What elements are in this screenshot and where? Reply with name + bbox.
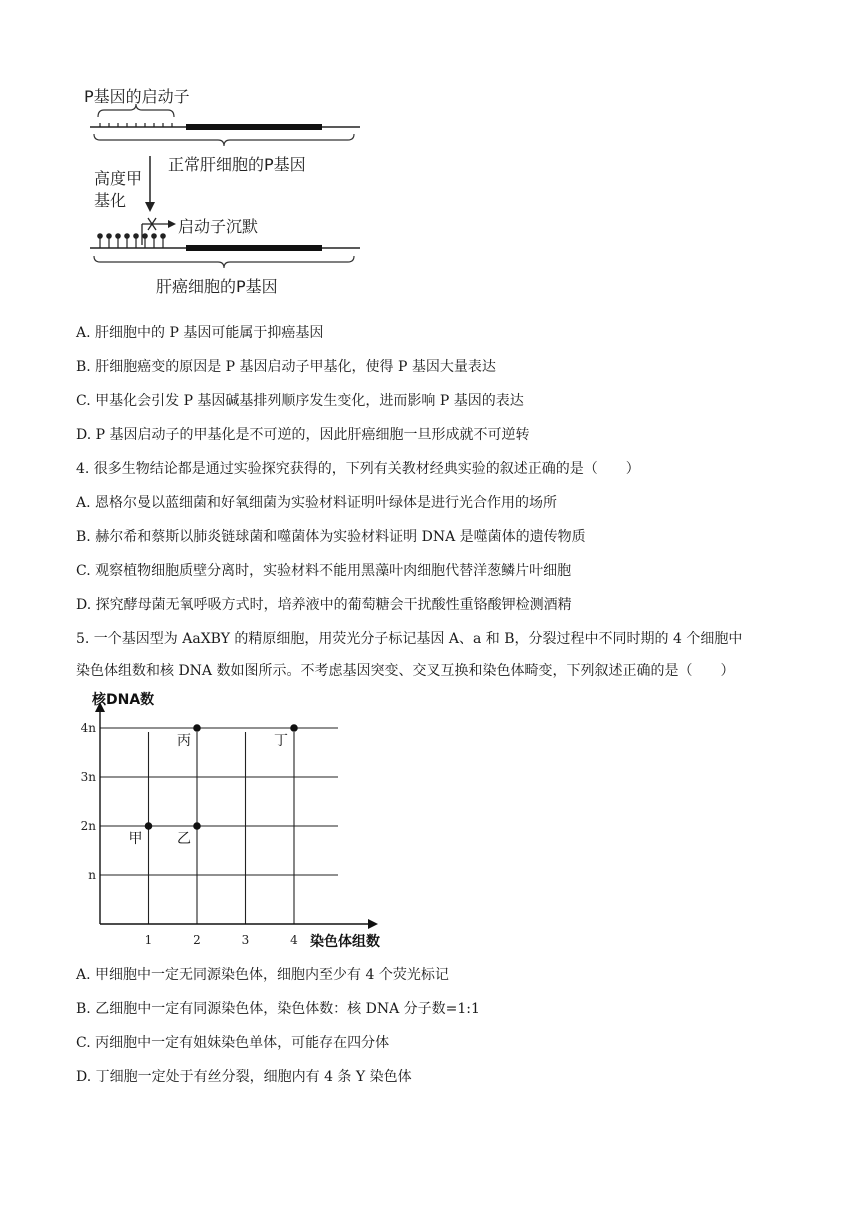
x-tick-label: 3 (241, 933, 250, 947)
data-point (290, 724, 298, 732)
cancer-gene-body (186, 245, 322, 251)
q4-option-c: C. 观察植物细胞质壁分离时，实验材料不能用黑藻叶肉细胞代替洋葱鳞片叶细胞 (76, 563, 572, 579)
y-tick-label: 4n (80, 721, 96, 735)
data-point-label: 丁 (274, 733, 288, 749)
q4-stem: 4. 很多生物结论都是通过实验探究获得的，下列有关教材经典实验的叙述正确的是（ ） (76, 461, 640, 477)
data-point-label: 甲 (128, 831, 143, 847)
q4-option-d: D. 探究酵母菌无氧呼吸方式时，培养液中的葡萄糖会干扰酸性重铬酸钾检测酒精 (76, 597, 572, 613)
arrow-label-line2: 基化 (94, 191, 127, 210)
methylation-arrowhead (145, 202, 155, 212)
silence-label: 启动子沉默 (178, 217, 259, 236)
q5-stem-line2: 染色体组数和核 DNA 数如图所示。不考虑基因突变、交叉互换和染色体畸变，下列叙述正确的是（ ） (76, 663, 735, 679)
data-point-label: 乙 (177, 831, 191, 847)
normal-gene-brace (94, 134, 354, 146)
normal-gene-label: 正常肝细胞的P基因 (168, 155, 306, 174)
cancer-gene-brace (94, 256, 354, 268)
x-tick-label: 2 (193, 933, 201, 947)
cancer-gene-label: 肝癌细胞的P基因 (156, 277, 278, 296)
y-axis-label: 核DNA数 (92, 692, 155, 708)
promoter-label: P基因的启动子 (84, 87, 190, 106)
methylation-figure (80, 82, 380, 297)
dna-chart (70, 688, 400, 952)
x-axis-arrowhead (368, 919, 378, 929)
q5-stem-line1: 5. 一个基因型为 AaXBY 的精原细胞，用荧光分子标记基因 A、a 和 B，分裂过程中不同时期的 4 个细胞中 (76, 631, 743, 647)
q3-option-d: D. P 基因启动子的甲基化是不可逆的，因此肝癌细胞一旦形成就不可逆转 (76, 427, 530, 443)
x-tick-label: 4 (290, 933, 298, 947)
arrow-label-line1: 高度甲 (94, 169, 143, 188)
x-axis-label: 染色体组数 (310, 934, 380, 950)
normal-gene-body (186, 124, 322, 130)
data-point (193, 822, 201, 830)
y-tick-label: 3n (80, 770, 96, 784)
q3-option-c: C. 甲基化会引发 P 基因碱基排列顺序发生变化，进而影响 P 基因的表达 (76, 393, 524, 409)
q4-option-a: A. 恩格尔曼以蓝细菌和好氧细菌为实验材料证明叶绿体是进行光合作用的场所 (76, 495, 558, 511)
data-point (193, 724, 201, 732)
q5-option-d: D. 丁细胞一定处于有丝分裂，细胞内有 4 条 Y 染色体 (76, 1069, 412, 1085)
methyl-groups (98, 234, 165, 248)
q3-option-b: B. 肝细胞癌变的原因是 P 基因启动子甲基化，使得 P 基因大量表达 (76, 359, 496, 375)
y-tick-label: 2n (80, 819, 96, 833)
q5-option-b: B. 乙细胞中一定有同源染色体，染色体数：核 DNA 分子数=1:1 (76, 1001, 480, 1017)
x-tick-label: 1 (144, 933, 153, 947)
data-point-label: 丙 (177, 733, 191, 749)
dna-chart-svg (70, 688, 400, 952)
data-point (145, 822, 153, 830)
q3-option-a: A. 肝细胞中的 P 基因可能属于抑癌基因 (76, 325, 324, 341)
q5-option-c: C. 丙细胞中一定有姐妹染色单体，可能存在四分体 (76, 1035, 390, 1051)
q4-option-b: B. 赫尔希和蔡斯以肺炎链球菌和噬菌体为实验材料证明 DNA 是噬菌体的遗传物质 (76, 529, 586, 545)
y-tick-label: n (88, 868, 96, 882)
q5-option-a: A. 甲细胞中一定无同源染色体，细胞内至少有 4 个荧光标记 (76, 967, 449, 983)
